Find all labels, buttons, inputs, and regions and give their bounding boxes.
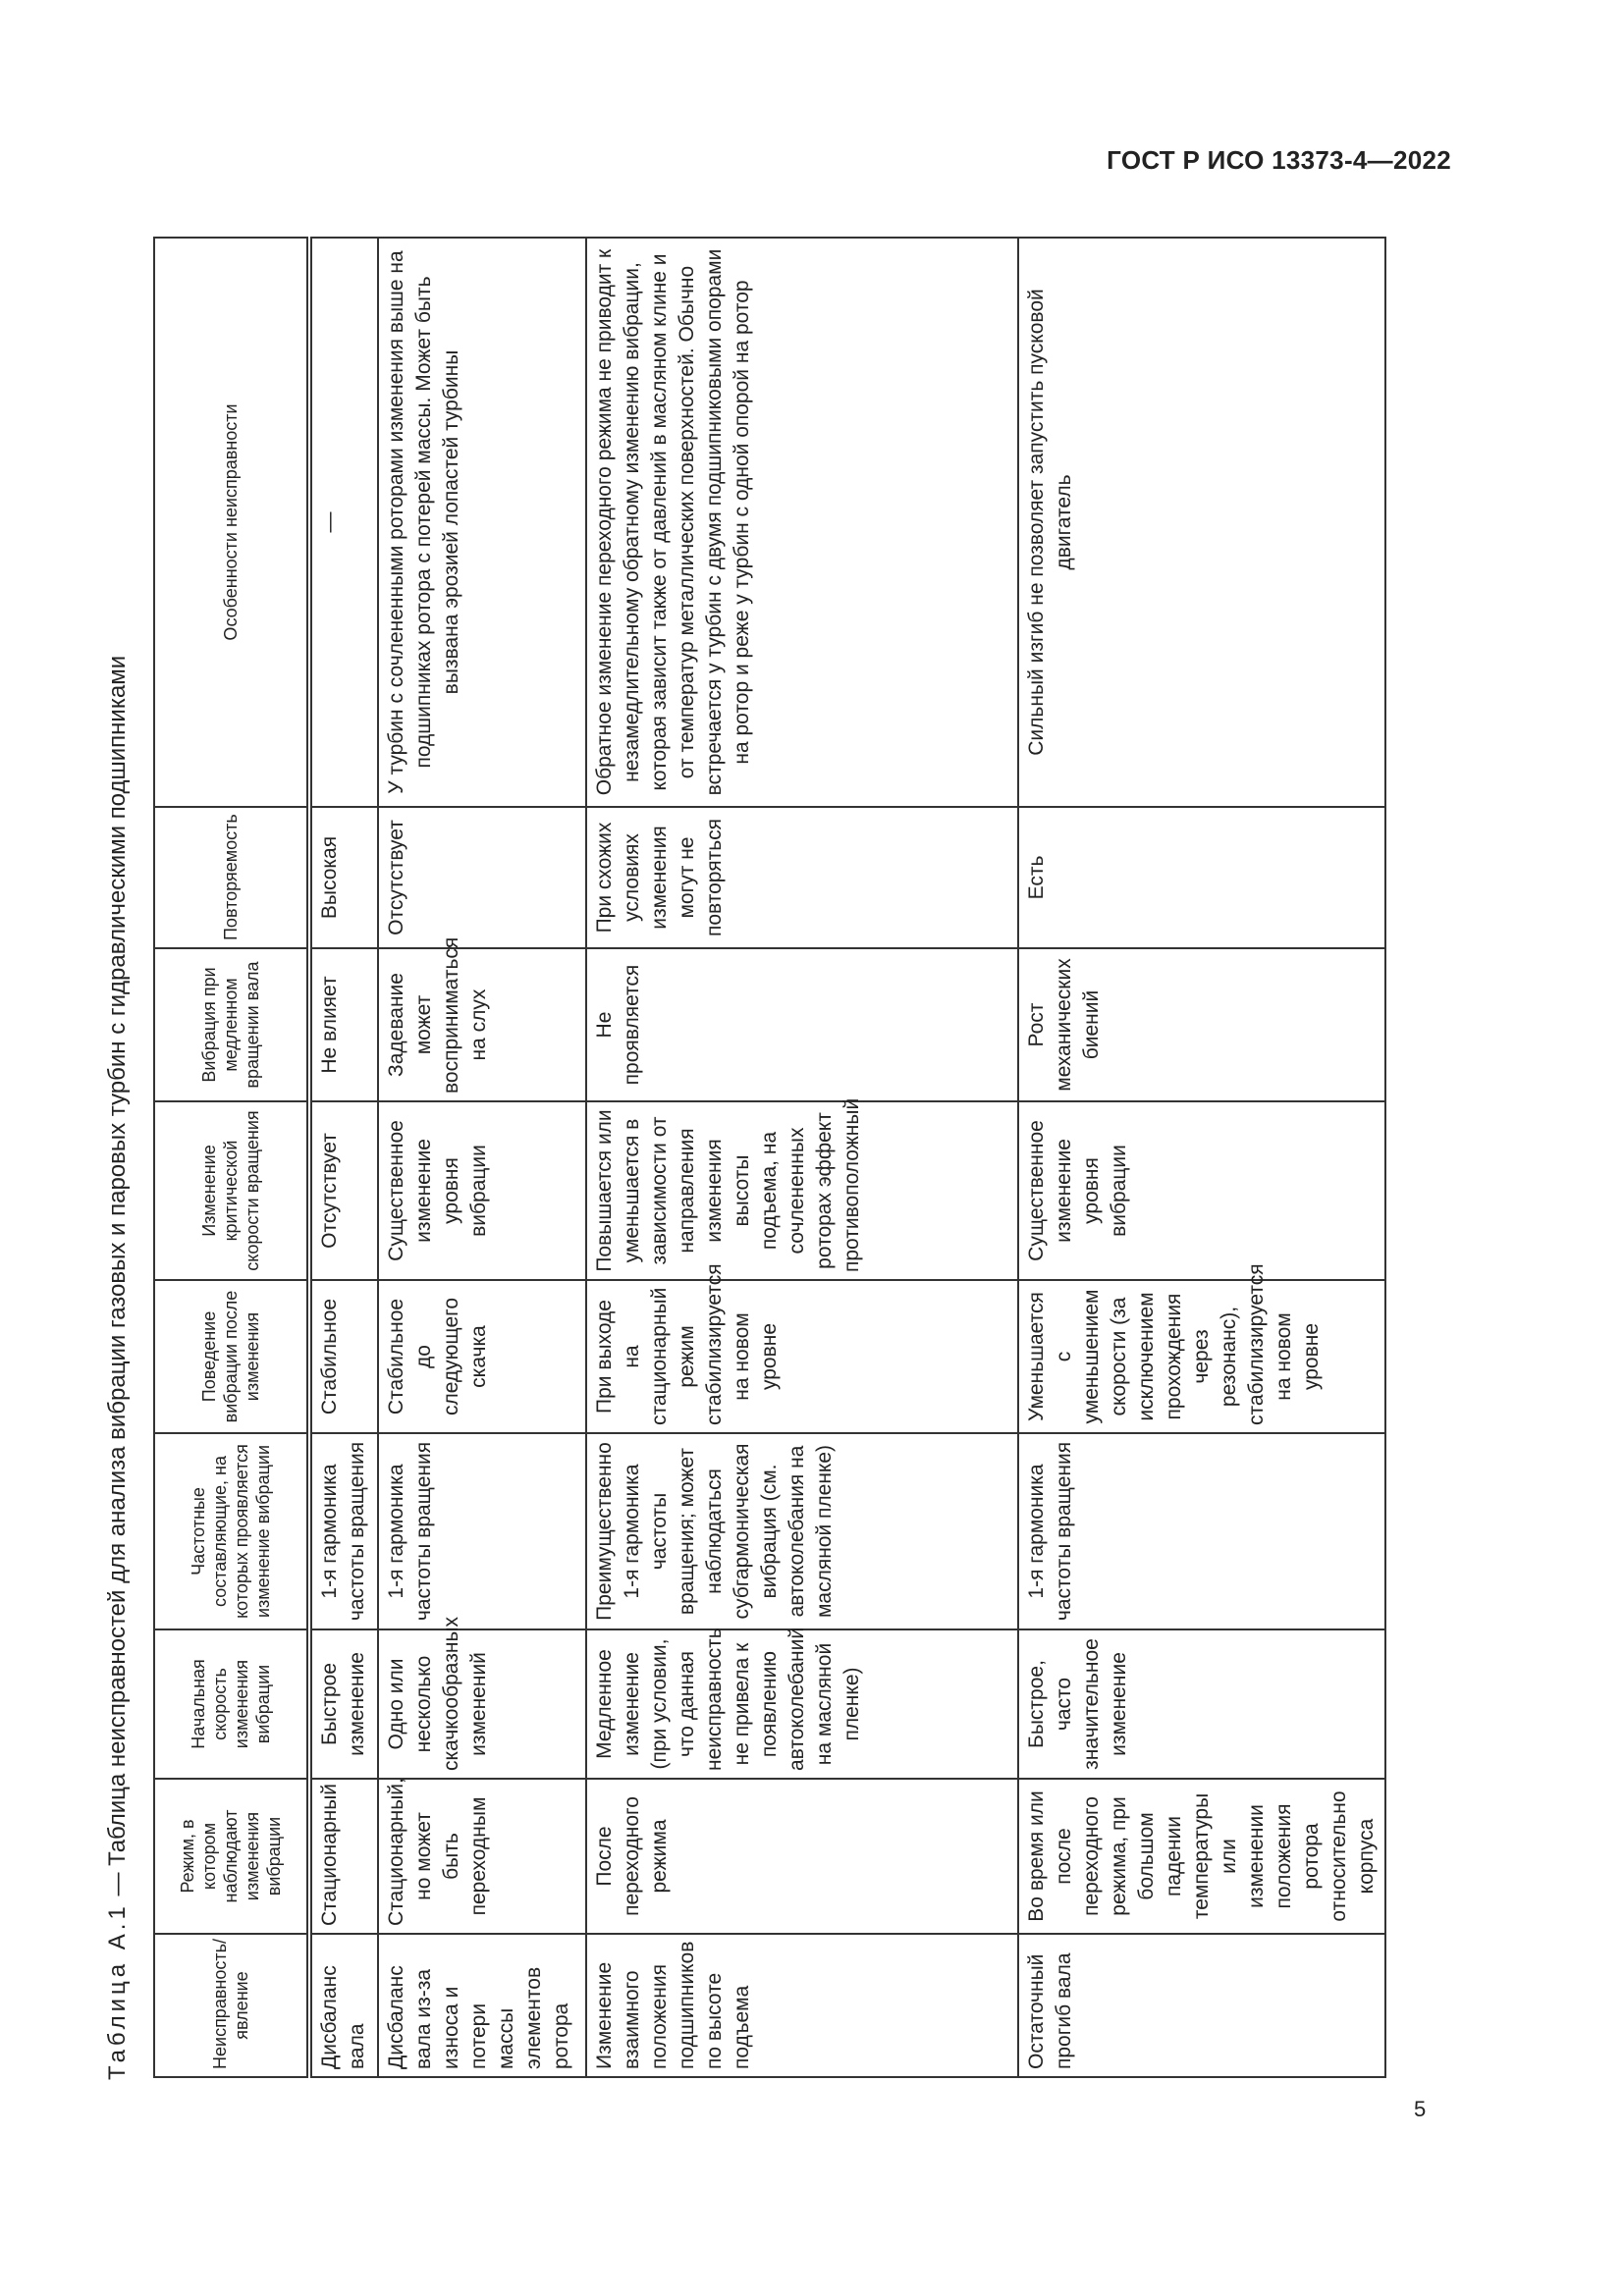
table-cell: Существенное изменение уровня вибрации: [1018, 1101, 1385, 1280]
table-cell: Высокая: [309, 807, 378, 948]
table-cell: Быстрое, часто значительное изменение: [1018, 1629, 1385, 1779]
header-cell: Неисправность/ явление: [154, 1934, 309, 2077]
table-cell: 1-я гармоника частоты вращения: [309, 1433, 378, 1629]
table-cell: У турбин с сочлененными роторами изменения выше на подшипниках ротора с потерей массы. Может быть вызвана эрозией лопастей турбины: [378, 238, 586, 807]
table-cell: Уменьшается с уменьшением скорости (за исключением прохождения через резонанс), стабилизируется на новом уровне: [1018, 1280, 1385, 1433]
table-cell: Сильный изгиб не позволяет запустить пусковой двигатель: [1018, 238, 1385, 807]
table-cell: Во время или после переходного режима, при большом падении температуры или изменении положения ротора относительно корпуса: [1018, 1779, 1385, 1934]
header-cell: Частотные составляющие, на которых проявляется изменение вибрации: [154, 1433, 309, 1629]
table-cell: Не влияет: [309, 948, 378, 1101]
table-cell: При схожих условиях изменения могут не повторяться: [586, 807, 1018, 948]
table-row: [1018, 238, 1385, 2077]
table-caption: [98, 235, 153, 2080]
fault-table: [153, 237, 1386, 2078]
table-cell: Повышается или уменьшается в зависимости от направления изменения высоты подъема, на сочлененных роторах эффект противоположный: [586, 1101, 1018, 1280]
table-cell: Изменение взаимного положения подшипников по высоте подъема: [586, 1934, 1018, 2077]
table-caption-prefix: Таблица А.1: [104, 1902, 131, 2080]
header-cell: Вибрация при медленном вращении вала: [154, 948, 309, 1101]
table-cell: 1-я гармоника частоты вращения: [1018, 1433, 1385, 1629]
table-cell: После переходного режима: [586, 1779, 1018, 1934]
table-cell: Дисбаланс вала: [309, 1934, 378, 2077]
header-cell: Изменение критической скорости вращения: [154, 1101, 309, 1280]
header-cell: Повторяемость: [154, 807, 309, 948]
table-cell: Медленное изменение (при условии, что данная неисправность не привела к появлению автоколебаний на масляной пленке): [586, 1629, 1018, 1779]
document-code: ГОСТ Р ИСО 13373-4—2022: [1107, 145, 1451, 175]
table-cell: Стабильное до следующего скачка: [378, 1280, 586, 1433]
table-header-row: [154, 238, 309, 2077]
header-cell: Поведение вибрации после изменения: [154, 1280, 309, 1433]
table-cell: Стабильное: [309, 1280, 378, 1433]
table-cell: Остаточный прогиб вала: [1018, 1934, 1385, 2077]
table-cell: Задевание может восприниматься на слух: [378, 948, 586, 1101]
header-cell: Особенности неисправности: [154, 238, 309, 807]
table-cell: Отсутствует: [378, 807, 586, 948]
table-cell: Быстрое изменение: [309, 1629, 378, 1779]
page-number: 5: [1414, 2097, 1427, 2121]
table-cell: Отсутствует: [309, 1101, 378, 1280]
table-row: [309, 238, 378, 2077]
table-cell: Стационарный, но может быть переходным: [378, 1779, 586, 1934]
table-cell: При выходе на стационарный режим стабилизируется на новом уровне: [586, 1280, 1018, 1433]
table-cell: Одно или несколько скачкообразных изменений: [378, 1629, 586, 1779]
table-cell: Обратное изменение переходного режима не приводит к незамедлительному обратному изменению вибрации, которая зависит также от давлений в масляном клине и от температур металлических поверхностей. Обычно встречается у турбин с двумя подшипниковыми опорами на ротор и реже у турбин с одной опорой на ротор: [586, 238, 1018, 807]
rotated-table-block: [98, 235, 1532, 2080]
table-cell: Рост механических биений: [1018, 948, 1385, 1101]
table-row: [378, 238, 586, 2077]
table-caption-text: — Таблица неисправностей для анализа вибрации газовых и паровых турбин с гидравлическими подшипниками: [104, 655, 131, 1903]
table-cell: Есть: [1018, 807, 1385, 948]
table-cell: 1-я гармоника частоты вращения: [378, 1433, 586, 1629]
header-cell: Режим, в котором наблюдают изменения вибрации: [154, 1779, 309, 1934]
table-cell: Существенное изменение уровня вибрации: [378, 1101, 586, 1280]
table-cell: —: [309, 238, 378, 807]
table-cell: Не проявляется: [586, 948, 1018, 1101]
table-cell: Дисбаланс вала из-за износа и потери массы элементов ротора: [378, 1934, 586, 2077]
header-cell: Начальная скорость изменения вибрации: [154, 1629, 309, 1779]
table-cell: Стационарный: [309, 1779, 378, 1934]
table-cell: Преимущественно 1-я гармоника частоты вращения; может наблюдаться субгармоническая вибрация (см. автоколебания на масляной пленке): [586, 1433, 1018, 1629]
table-row: [586, 238, 1018, 2077]
